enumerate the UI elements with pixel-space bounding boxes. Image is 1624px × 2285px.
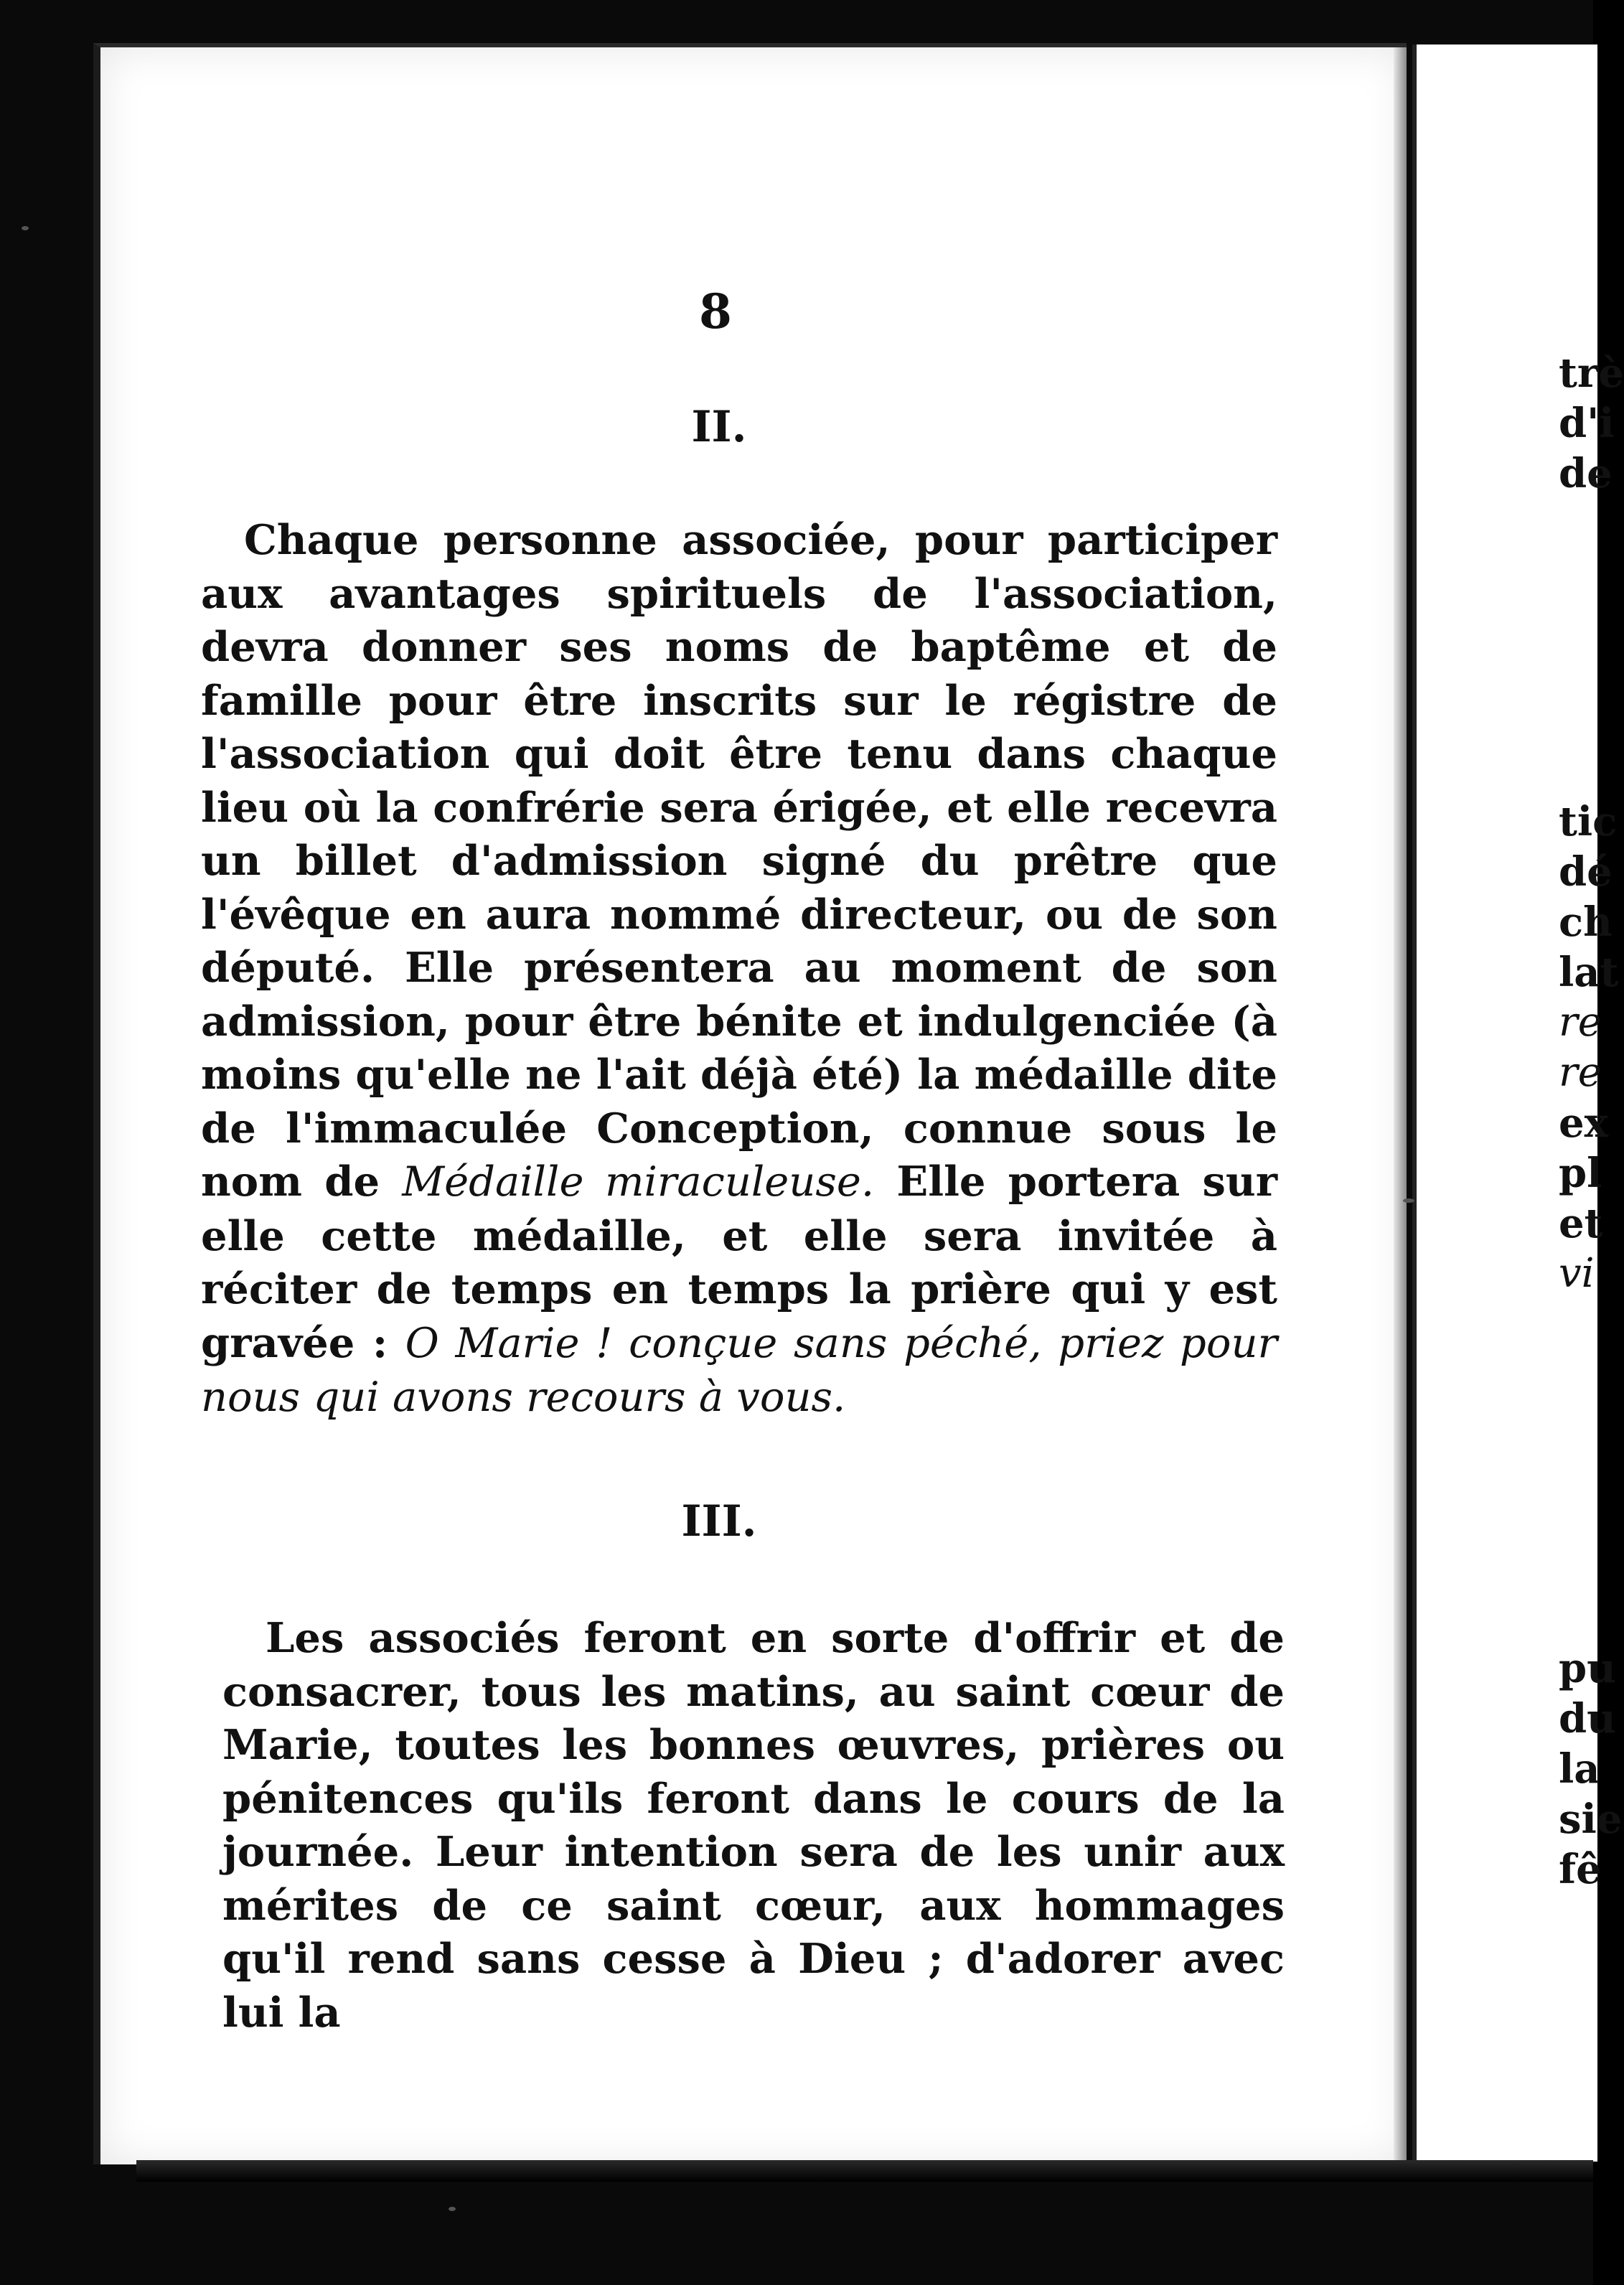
- facing-page-fragment: re: [1559, 1049, 1602, 1096]
- facing-page-fragment: lat: [1559, 949, 1619, 996]
- facing-page-fragments-bottom: [1559, 1643, 1623, 1895]
- facing-page-fragment: ex: [1559, 1099, 1609, 1147]
- facing-page-fragments-top: [1559, 348, 1624, 499]
- italic-text-run: O Marie ! conçue sans péché, priez pour nous qui avons recours à vous.: [201, 1318, 1277, 1421]
- facing-page-fragment: dé: [1559, 848, 1613, 896]
- scan-speck: [1403, 1198, 1414, 1203]
- facing-page-fragment: fê: [1559, 1846, 1602, 1893]
- scan-speck: [449, 2207, 456, 2211]
- italic-text-run: Médaille miraculeuse.: [402, 1158, 875, 1206]
- facing-page-fragment: du: [1559, 1695, 1616, 1742]
- scan-speck: [22, 226, 29, 230]
- text-run: Chaque personne associée, pour participer aux avantages spirituels de l'association, devra donner ses noms de baptême et de famille pour être inscrits sur le régistre de l'association qui doit être tenu dans chaque lieu où la confrérie sera érigée, et elle recevra un billet d'admission signé du prêtre que l'évêque en aura nommé directeur, ou de son député. Elle présentera au moment de son admission, pour être bénite et indulgenciée (à moins qu'elle ne l'ait déjà été) la médaille dite de l'immaculée Conception, connue sous le nom de: [201, 515, 1277, 1206]
- facing-page-fragment: la: [1559, 1745, 1600, 1793]
- section-iii-paragraph: [222, 1611, 1285, 2039]
- text-run: Les associés feront en sorte d'offrir et de consacrer, tous les matins, au saint cœur de Marie, toutes les bonnes œuvres, prières ou pénitences qu'ils feront dans le cours de la journée. Leur intention sera de les unir aux mérites de ce saint cœur, aux hommages qu'il rend sans cesse à Dieu ; d'adorer avec lui la: [222, 1613, 1285, 2037]
- facing-page-fragment: de: [1559, 450, 1613, 497]
- facing-page-fragment: tic: [1559, 798, 1618, 845]
- facing-page-fragment: ch: [1559, 898, 1613, 946]
- facing-page-fragment: trè: [1559, 349, 1624, 397]
- page-number: 8: [699, 283, 732, 339]
- facing-page-fragment: sie: [1559, 1796, 1623, 1843]
- section-ii-paragraph: [201, 513, 1277, 1425]
- facing-page-fragment: d'i: [1559, 400, 1615, 447]
- facing-page-fragment: pl: [1559, 1150, 1602, 1197]
- text-run: Elle portera sur elle cette médaille, et elle sera invitée à réciter de temps en temps la prière qui y est gravée :: [201, 1157, 1277, 1367]
- facing-page-fragment: vi: [1559, 1250, 1595, 1297]
- facing-page-fragments-middle: [1559, 797, 1619, 1299]
- page-bottom-edge: [136, 2160, 1593, 2182]
- facing-page-fragment: et: [1559, 1200, 1603, 1247]
- section-heading-iii: III.: [681, 1496, 757, 1547]
- section-heading-ii: II.: [691, 402, 747, 452]
- facing-page-fragment: re: [1559, 999, 1602, 1046]
- facing-page-fragment: pu: [1559, 1645, 1616, 1692]
- page-gutter: [1394, 47, 1407, 2164]
